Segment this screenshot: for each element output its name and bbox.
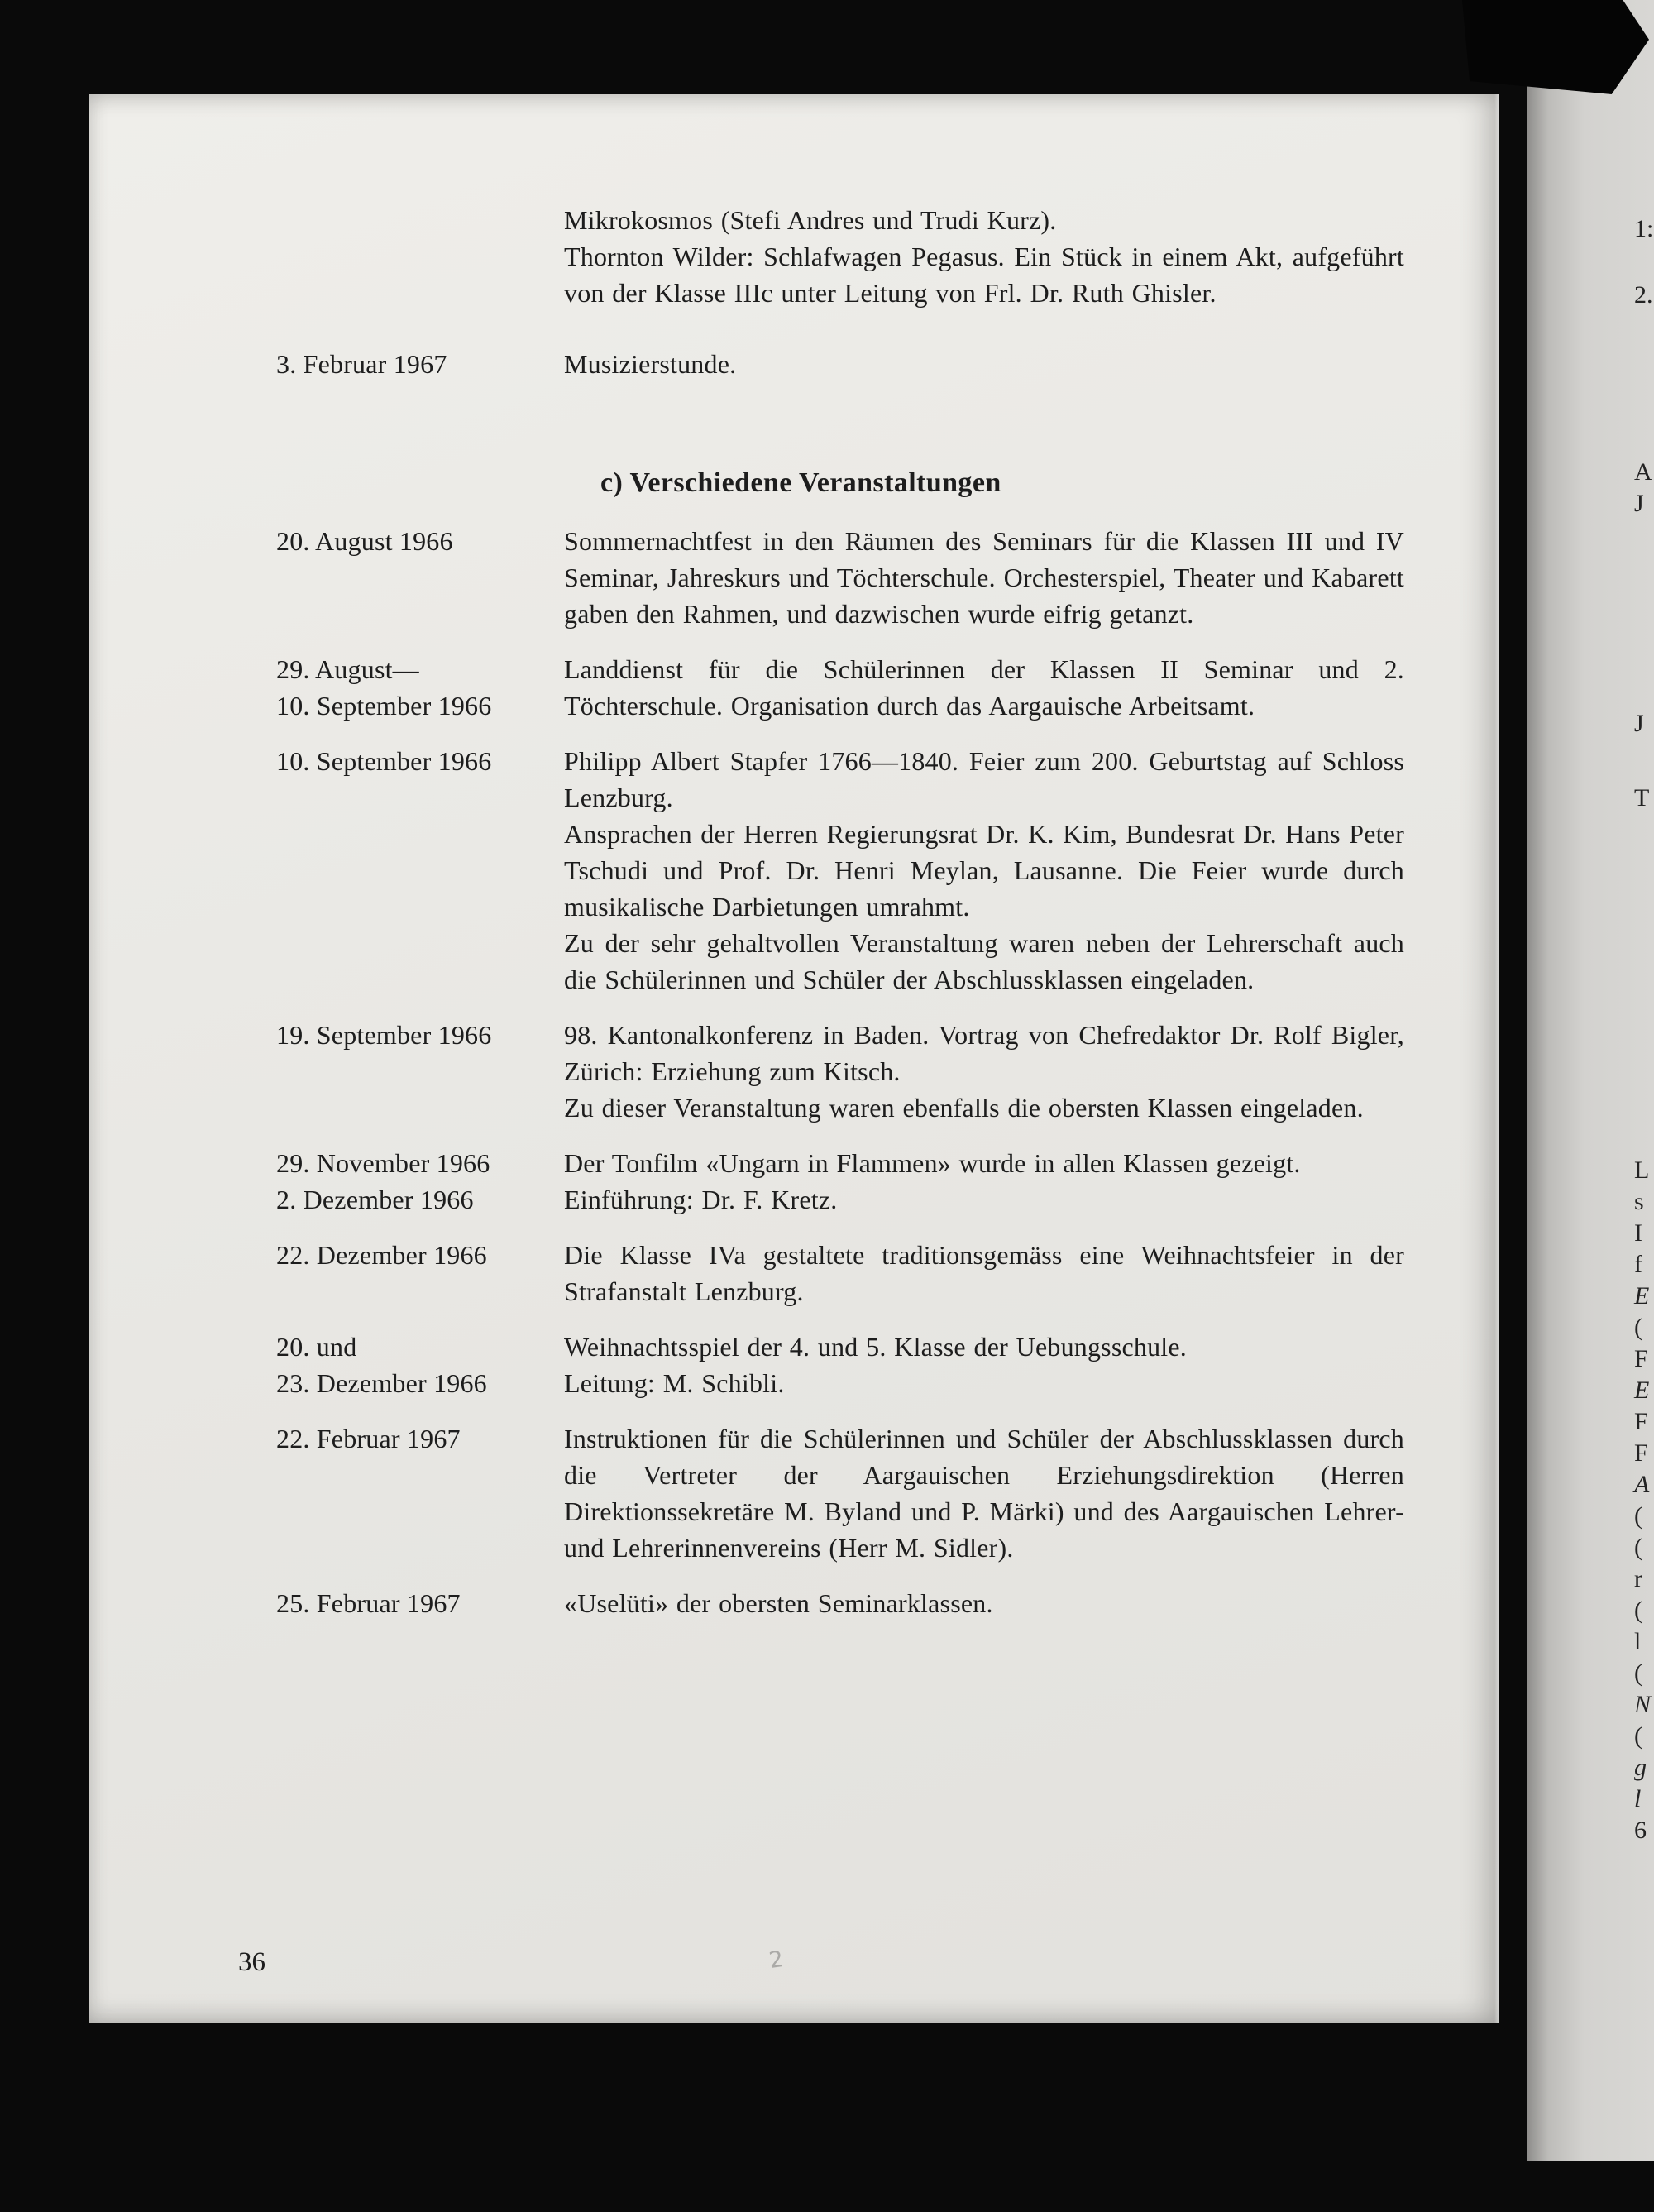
event-paragraph: Die Klasse IVa gestaltete traditionsgemäss eine Weihnachtsfeier in der Strafanstalt Lenzburg. — [564, 1240, 1404, 1306]
next-page-text-fragment: I — [1634, 1219, 1642, 1247]
next-page-text-fragment: N — [1634, 1691, 1652, 1718]
event-date — [276, 1145, 564, 1218]
event-date — [276, 651, 564, 724]
event-paragraph: Einführung: Dr. F. Kretz. — [564, 1185, 838, 1214]
event-paragraph: Thornton Wilder: Schlafwagen Pegasus. Ein Stück in einem Akt, aufgeführt von der Klasse IIIc unter Leitung von Frl. Dr. Ruth Ghisler. — [564, 242, 1404, 308]
event-description — [564, 202, 1404, 311]
event-date-line: 23. Dezember 1966 — [276, 1368, 487, 1398]
event-description — [564, 1017, 1404, 1126]
next-page-text-fragment: ( — [1634, 1502, 1642, 1530]
event-date-line: 22. Dezember 1966 — [276, 1240, 487, 1270]
event-date — [276, 1585, 564, 1621]
next-page-text-fragment: F — [1634, 1439, 1648, 1467]
event-date-line: 29. November 1966 — [276, 1148, 490, 1178]
event-date — [276, 523, 564, 632]
event-date — [276, 743, 564, 998]
event-paragraph: Sommernachtfest in den Räumen des Seminars für die Klassen III und IV Seminar, Jahreskurs und Töchterschule. Orchesterspiel, Theater und Kabarett gaben den Rahmen, und dazwischen wurde eifrig getanzt. — [564, 526, 1404, 629]
event-date — [276, 1017, 564, 1126]
event-date-line: 29. August— — [276, 654, 419, 684]
next-page-text-fragment: ( — [1634, 1722, 1642, 1750]
next-page-text-fragment: A — [1634, 1471, 1650, 1498]
event-paragraph: «Uselüti» der obersten Seminarklassen. — [564, 1588, 993, 1618]
event-entry — [276, 743, 1494, 998]
event-date-line: 25. Februar 1967 — [276, 1588, 461, 1618]
next-page-text-fragment: F — [1634, 1408, 1648, 1435]
next-page-text-fragment: ( — [1634, 1534, 1642, 1561]
event-paragraph: Musizierstunde. — [564, 349, 737, 379]
page-number: 36 — [238, 1947, 265, 1977]
event-entry — [276, 1237, 1494, 1309]
event-paragraph: Mikrokosmos (Stefi Andres und Trudi Kurz). — [564, 205, 1057, 235]
next-page-text-fragment: 2. — [1634, 281, 1653, 309]
event-paragraph: Instruktionen für die Schülerinnen und Schüler der Abschlussklassen durch die Vertreter der Aargauischen Erziehungsdirektion (Herren Direktionssekretäre M. Byland und P. Märki) und des Aargauischen Lehrer- und Lehrerinnenvereins (Herr M. Sidler). — [564, 1424, 1404, 1563]
event-date-line: 2. Dezember 1966 — [276, 1185, 474, 1214]
event-date — [276, 1237, 564, 1309]
event-date — [276, 202, 564, 311]
next-page-text-fragment: J — [1634, 710, 1644, 737]
page-content — [276, 202, 1494, 1640]
section-heading: c) Verschiedene Veranstaltungen — [600, 467, 1001, 498]
next-page-text-fragment: l — [1634, 1785, 1642, 1812]
event-description — [564, 1237, 1404, 1309]
event-entry — [276, 346, 1494, 382]
next-page-text-fragment: r — [1634, 1565, 1642, 1592]
event-entry — [276, 202, 1494, 311]
event-paragraph: Leitung: M. Schibli. — [564, 1368, 785, 1398]
event-paragraph: Ansprachen der Herren Regierungsrat Dr. K. Kim, Bundesrat Dr. Hans Peter Tschudi und Prof. Dr. Henri Meylan, Lausanne. Die Feier wurde durch musikalische Darbietungen umrahmt. — [564, 819, 1404, 922]
event-entry — [276, 651, 1494, 724]
event-entry — [276, 1329, 1494, 1401]
event-description — [564, 743, 1404, 998]
event-entry — [276, 1420, 1494, 1566]
event-entry — [276, 1145, 1494, 1218]
event-description — [564, 651, 1404, 724]
event-paragraph: Der Tonfilm «Ungarn in Flammen» wurde in allen Klassen gezeigt. — [564, 1148, 1301, 1178]
document-page — [89, 94, 1499, 2023]
event-date-line: 10. September 1966 — [276, 746, 492, 776]
next-page-text-fragment: E — [1634, 1282, 1650, 1309]
event-description — [564, 523, 1404, 632]
event-date-line: 3. Februar 1967 — [276, 349, 447, 379]
event-date-line: 20. August 1966 — [276, 526, 453, 556]
event-description — [564, 1329, 1404, 1401]
event-paragraph: Zu der sehr gehaltvollen Veranstaltung waren neben der Lehrerschaft auch die Schülerinnen und Schüler der Abschlussklassen eingeladen. — [564, 928, 1404, 994]
event-date — [276, 346, 564, 382]
next-page-text-fragment: g — [1634, 1754, 1647, 1781]
event-description — [564, 1585, 1404, 1621]
event-paragraph: Philipp Albert Stapfer 1766—1840. Feier zum 200. Geburtstag auf Schloss Lenzburg. — [564, 746, 1404, 812]
event-paragraph: 98. Kantonalkonferenz in Baden. Vortrag von Chefredaktor Dr. Rolf Bigler, Zürich: Erziehung zum Kitsch. — [564, 1020, 1404, 1086]
event-paragraph: Zu dieser Veranstaltung waren ebenfalls die obersten Klassen eingeladen. — [564, 1093, 1364, 1123]
event-paragraph: Weihnachtsspiel der 4. und 5. Klasse der Uebungsschule. — [564, 1332, 1187, 1362]
next-page-text-fragment: A — [1634, 458, 1652, 486]
scanner-artifact — [1462, 0, 1649, 94]
next-page-text-fragment: l — [1634, 1628, 1642, 1655]
event-description — [564, 346, 1404, 382]
event-date — [276, 1329, 564, 1401]
next-page-text-fragment: f — [1634, 1251, 1642, 1278]
event-entry — [276, 1585, 1494, 1621]
event-entry — [276, 523, 1494, 632]
next-page-text-fragment: ( — [1634, 1659, 1642, 1687]
next-page-text-fragment: 1: — [1634, 215, 1654, 242]
event-paragraph: Landdienst für die Schülerinnen der Klassen II Seminar und 2. Töchterschule. Organisation durch das Aargauische Arbeitsamt. — [564, 654, 1404, 721]
next-page-sliver — [1527, 0, 1654, 2161]
next-page-text-fragment: s — [1634, 1188, 1644, 1215]
next-page-text-fragment: E — [1634, 1377, 1650, 1404]
event-date-line: 10. September 1966 — [276, 691, 492, 721]
event-description — [564, 1420, 1404, 1566]
event-description — [564, 1145, 1404, 1218]
next-page-text-fragment: 6 — [1634, 1817, 1647, 1844]
event-entry — [276, 1017, 1494, 1126]
next-page-text-fragment: J — [1634, 490, 1644, 517]
next-page-text-fragment: L — [1634, 1156, 1650, 1184]
event-date-line: 22. Februar 1967 — [276, 1424, 461, 1453]
next-page-text-fragment: F — [1634, 1345, 1648, 1372]
event-date-line: 20. und — [276, 1332, 357, 1362]
next-page-text-fragment: ( — [1634, 1597, 1642, 1624]
event-date-line: 19. September 1966 — [276, 1020, 492, 1050]
next-page-text-fragment: T — [1634, 784, 1650, 812]
pencil-mark: 2 — [767, 1946, 786, 1975]
event-date — [276, 1420, 564, 1566]
next-page-text-fragment: ( — [1634, 1314, 1642, 1341]
